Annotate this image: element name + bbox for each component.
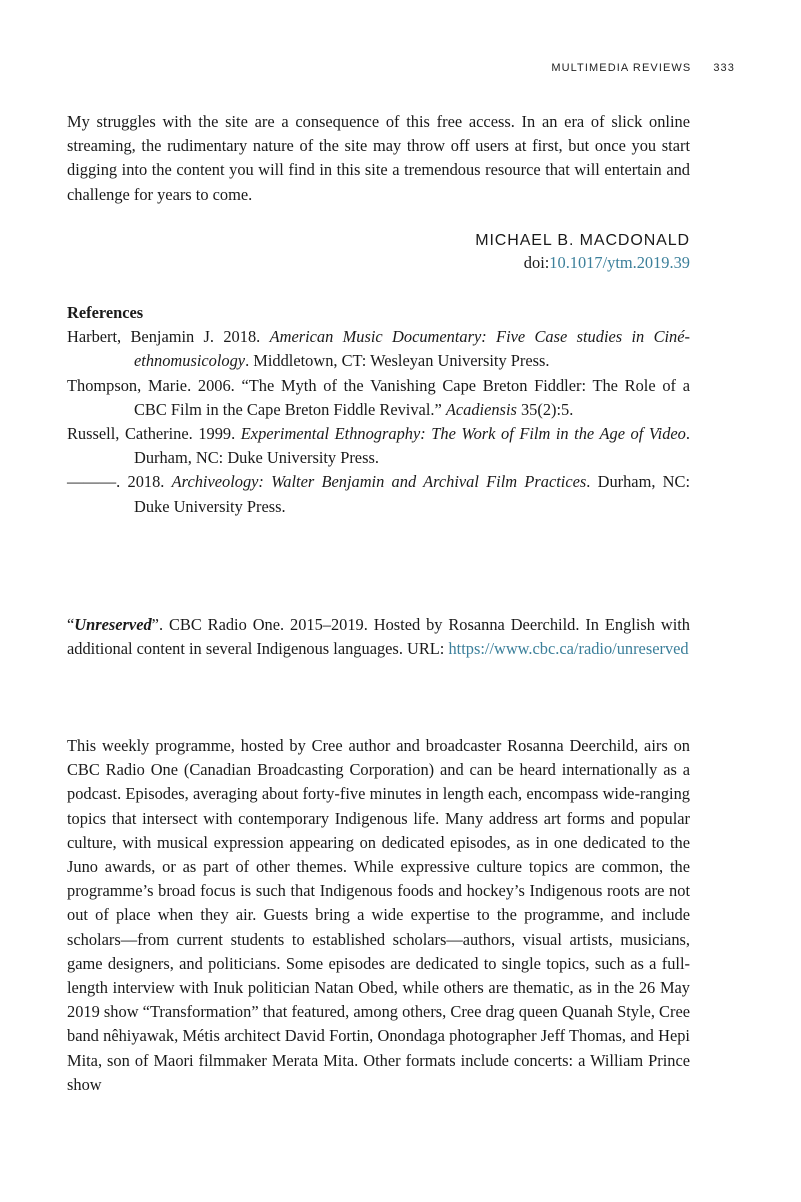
reviewer-name: MICHAEL B. MACDONALD [475, 232, 690, 249]
intro-text [67, 110, 690, 207]
doi-line [67, 252, 690, 274]
ref-text: Russell, Catherine. 1999. [67, 424, 241, 444]
review-heading [67, 613, 690, 661]
review-title: Unreserved [74, 615, 152, 634]
review-citation [67, 613, 690, 661]
review-signature [67, 230, 690, 274]
ref-title: Archiveology: Walter Benjamin and Archival Film Practices [171, 472, 587, 492]
ref-text: ———. 2018. [67, 472, 172, 492]
page-number: 333 [713, 62, 735, 74]
doi-link[interactable]: 10.1017/ytm.2019.39 [549, 253, 690, 272]
reference-entry [67, 325, 690, 373]
ref-text: Harbert, Benjamin J. 2018. [67, 327, 270, 347]
review-body [67, 734, 690, 1097]
review-url-link[interactable]: https://www.cbc.ca/radio/unreserved [448, 639, 689, 659]
ref-text: . Middletown, CT: Wesleyan University Press. [245, 351, 550, 371]
ref-text: 35(2):5. [516, 399, 574, 419]
ref-text: Thompson, Marie. 2006. “The Myth of the Vanishing Cape Breton Fiddler: The Role of a CBC Film in the Cape Breton Fiddle Revival.” [67, 375, 690, 419]
references-section [67, 301, 690, 519]
review-details: . CBC Radio One. 2015–2019. Hosted by Rosanna Deerchild. In English with additional content in several Indigenous languages. URL: [67, 615, 690, 659]
review-paragraph: This weekly programme, hosted by Cree author and broadcaster Rosanna Deerchild, airs on CBC Radio One (Canadian Broadcasting Corporation) and can be heard internationally as a podcast. Episodes, averaging about forty-five minutes in length each, encompass wide-ranging topics that intersect with contemporary Indigenous life. Many address art forms and popular culture, with musical expression appearing on dedicated episodes, as in one dedicated to the Juno awards, or as part of other themes. While expressive culture topics are common, the programme’s broad focus is such that Indigenous foods and hockey’s Indigenous roots are not out of place when they air. Guests bring a wide expertise to the programme, and include scholars—from current students to established scholars—authors, visual artists, musicians, game designers, and politicians. Some episodes are dedicated to single topics, such as a full-length interview with Inuk politician Natan Obed, while others are thematic, as in the 26 May 2019 show “Transformation” that featured, among others, Cree drag queen Quanah Style, Cree band nêhiyawak, Métis architect David Fortin, Onondaga photographer Jeff Thomas, and Hepi Mita, son of Maori filmmaker Merata Mita. Other formats include concerts: a William Prince show [67, 736, 690, 1094]
ref-text: . Durham, NC: Duke University Press. [134, 472, 691, 516]
ref-text: . Durham, NC: Duke University Press. [134, 424, 690, 468]
ref-title: Experimental Ethnography: The Work of Film in the Age of Video [240, 424, 686, 444]
section-title: MULTIMEDIA REVIEWS [551, 62, 692, 74]
reference-entry [67, 374, 690, 422]
running-head [551, 62, 735, 74]
references-heading: References [67, 303, 144, 322]
doi-prefix: doi: [523, 253, 550, 272]
ref-title: American Music Documentary: Five Case studies in Ciné-ethnomusicology [134, 327, 690, 371]
open-quote: “ [67, 615, 75, 634]
ref-title: Acadiensis [445, 399, 517, 419]
intro-paragraph: My struggles with the site are a consequence of this free access. In an era of slick online streaming, the rudimentary nature of the site may throw off users at first, but once you start digging into the content you will find in this site a tremendous resource that will entertain and challenge for years to come. [67, 112, 690, 204]
reference-entry [67, 470, 690, 518]
close-quote: ” [151, 615, 159, 634]
reference-entry [67, 422, 690, 470]
